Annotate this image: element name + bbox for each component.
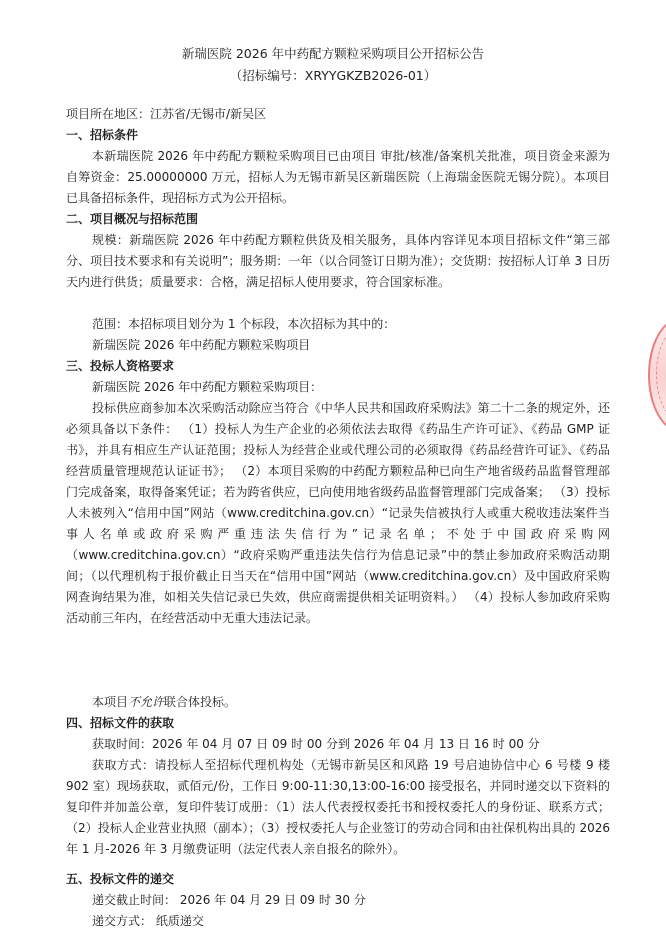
consortium-note [66,692,610,713]
tender-code: （招标编号：XRYYGKZB2026-01） [229,68,437,83]
consortium-note-suffix: 联合体投标。 [164,695,237,709]
section-5-heading: 五、投标文件的递交 [66,872,175,886]
consortium-note-prefix: 本项目 [92,695,129,709]
section-3-heading: 三、投标人资格要求 [66,359,175,373]
section-4-heading: 四、招标文件的获取 [66,716,175,730]
section-1-paragraph: 本新瑞医院 2026 年中药配方颗粒采购项目已由项目 审批/核准/备案机关批准，项目资金来源为自筹资金：25.00000000 万元，招标人为无锡市新吴区新瑞医院（上海瑞金医院无锡分院）。本项目已具备招标条件，现招标方式为公开招标。 [66,149,610,205]
section-4-method: 获取方式：请投标人至招标代理机构处（无锡市新吴区和风路 19 号启迪协信中心 6 号楼 9 楼 902 室）现场获取，贰佰元/份，工作日 9:00-11:30,13:00-16:00 接受报名，并同时递交以下资料的复印件并加盖公章，复印件装订成册：（1）法人代表授权委托书和授权委托人的身份证、联系方式；（2）投标人企业营业执照（副本）；（3）授权委托人与企业签订的劳动合同和由社保机构出具的 2026 年 1 月-2026 年 3 月缴费证明（法定代表人亲自报名的除外）。 [66,758,610,856]
section-2-scope: 范围：本招标项目划分为 1 个标段，本次招标为其中的： [92,317,396,331]
section-2-heading: 二、项目概况与招标范围 [66,212,199,226]
section-2-scale: 规模：新瑞医院 2026 年中药配方颗粒供货及相关服务，具体内容详见本项目招标文件“第三部分、项目技术要求和有关说明”；服务期：一年（以合同签订日期为准）；交货期：按招标人订单 3 日历天内进行供货；质量要求：合格，满足招标人使用要求，符合国家标准。 [66,233,610,289]
section-2-lot-name: 新瑞医院 2026 年中药配方颗粒采购项目 [92,338,311,352]
project-location: 项目所在地区：江苏省/无锡市/新吴区 [66,107,267,121]
section-4-time: 获取时间：2026 年 04 月 07 日 09 时 00 分到 2026 年 04 月 13 日 16 时 00 分 [92,737,540,751]
section-5-method: 递交方式： 纸质递交 [92,914,204,928]
red-seal-stamp [648,318,666,432]
section-3-requirements: 投标供应商参加本次采购活动除应当符合《中华人民共和国政府采购法》第二十二条的规定外，还必须具备以下条件： （1）投标人为生产企业的必须依法去取得《药品生产许可证》、《药品 GMP 证书》，并具有相应生产认证范围；投标人为经营企业或代理公司的必须取得《药品经营许可证》、《药品经营质量管理规范认证证书》； （2）本项目采购的中药配方颗粒品种已向生产地省级药品监督管理部门完成备案，取得备案凭证；若为跨省供应，已向使用地省级药品监督管理部门完成备案； （3）投标人未被列入“信用中国”网站（www.creditchina.gov.cn）“记录失信被执行人或重大税收违法案件当事人名单或政府采购严重违法失信行为”记录名单；不处于中国政府采购网（www.creditchina.gov.cn）“政府采购严重违法失信行为信息记录”中的禁止参加政府采购活动期间；（以代理机构于报价截止日当天在“信用中国”网站（www.creditchina.gov.cn）及中国政府采购网查询结果为准，如相关失信记录已失效，供应商需提供相关证明资料。） （4）投标人参加政府采购活动前三年内，在经营活动中无重大违法记录。 [66,401,610,625]
red-seal-inner-ring [656,328,666,420]
document-title: 新瑞医院 2026 年中药配方颗粒采购项目公开招标公告 [181,46,485,61]
section-1-heading: 一、招标条件 [66,128,139,142]
section-5-deadline: 递交截止时间： 2026 年 04 月 29 日 09 时 30 分 [92,893,366,907]
section-3-project: 新瑞医院 2026 年中药配方颗粒采购项目： [92,380,323,394]
consortium-not-allowed: 不允许 [128,695,165,709]
